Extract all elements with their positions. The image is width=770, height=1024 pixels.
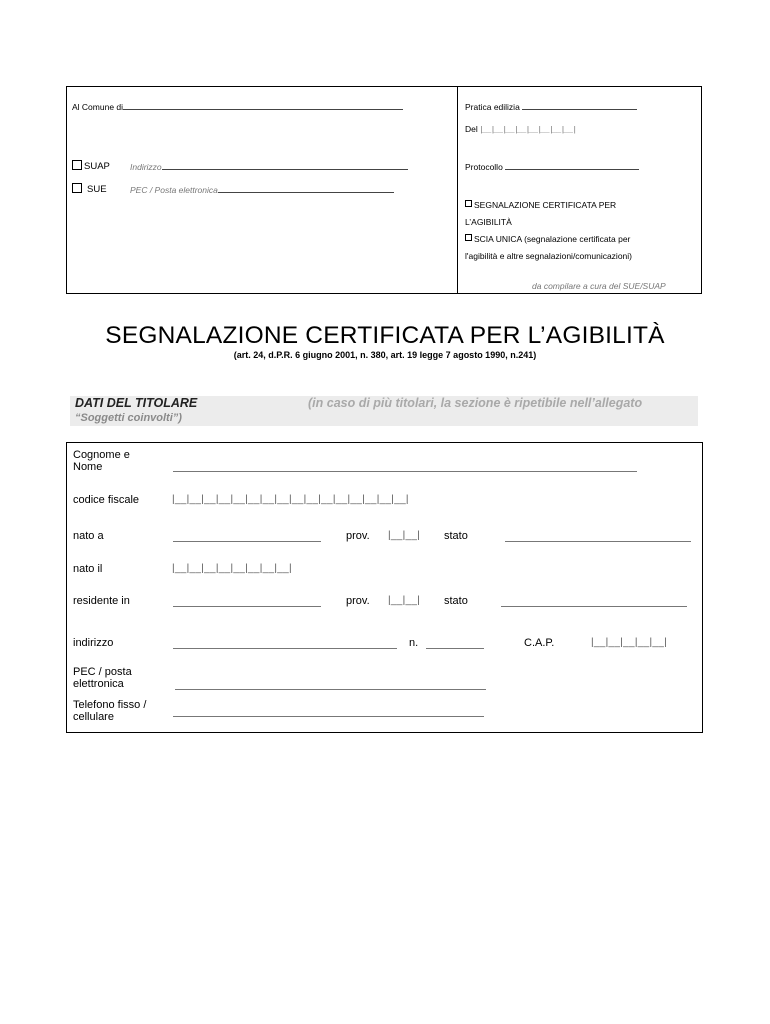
- option2-line2: l'agibilità e altre segnalazioni/comunicazioni): [465, 251, 632, 261]
- codice-fiscale-label: codice fiscale: [73, 494, 140, 506]
- page-subtitle: (art. 24, d.P.R. 6 giugno 2001, n. 380, art. 19 legge 7 agosto 1990, n.241): [233, 350, 537, 360]
- pec-label: [73, 666, 132, 690]
- protocollo-line[interactable]: [505, 161, 639, 170]
- section-title: DATI DEL TITOLARE: [75, 396, 198, 410]
- pratica-label: Pratica edilizia: [465, 102, 520, 112]
- option1-line2: L’AGIBILITÀ: [465, 217, 512, 227]
- pec-input[interactable]: [175, 689, 486, 690]
- del-field[interactable]: [465, 124, 576, 134]
- cognome-label-line2: Nome: [73, 461, 103, 473]
- residente-label: residente in: [73, 595, 130, 607]
- cognome-label: [73, 449, 130, 473]
- telefono-label-line2: cellulare: [73, 711, 114, 723]
- suap-checkbox[interactable]: [72, 160, 82, 170]
- comune-line[interactable]: [123, 101, 403, 110]
- numero-input[interactable]: [426, 648, 484, 649]
- stato-input[interactable]: [505, 541, 691, 542]
- telefono-label-line1: Telefono fisso /: [73, 699, 147, 711]
- nato-il-label: nato il: [73, 563, 103, 575]
- residenza-prov-label: prov.: [346, 595, 370, 607]
- codice-fiscale-boxes[interactable]: |__|__|__|__|__|__|__|__|__|__|__|__|__|__|__|__|: [172, 494, 409, 505]
- nato-il-boxes[interactable]: |__|__|__|__|__|__|__|__|: [172, 563, 292, 574]
- header-divider: [457, 86, 458, 294]
- pec-label-line2: elettronica: [73, 678, 124, 690]
- nato-a-input[interactable]: [173, 541, 321, 542]
- scia-unica-checkbox[interactable]: [465, 234, 472, 241]
- pratica-field[interactable]: [465, 101, 637, 112]
- option1-line1: SEGNALAZIONE CERTIFICATA PER: [474, 200, 617, 210]
- cognome-input[interactable]: [173, 471, 637, 472]
- residenza-prov-boxes[interactable]: |__|__|: [388, 595, 421, 606]
- indirizzo-input[interactable]: [173, 648, 397, 649]
- option-scia-unica[interactable]: [465, 234, 630, 244]
- sue-label: SUE: [87, 184, 107, 195]
- residente-input[interactable]: [173, 606, 321, 607]
- scia-agibilita-checkbox[interactable]: [465, 200, 472, 207]
- indirizzo-line[interactable]: [162, 161, 408, 170]
- telefono-label: [73, 699, 146, 723]
- suap-label: SUAP: [84, 161, 110, 172]
- prov-boxes[interactable]: |__|__|: [388, 530, 421, 541]
- option2-line1: SCIA UNICA (segnalazione certificata per: [474, 234, 631, 244]
- indirizzo-label-form: indirizzo: [73, 637, 114, 649]
- pratica-line[interactable]: [522, 101, 637, 110]
- del-label: Del: [465, 124, 478, 134]
- residenza-stato-label: stato: [444, 595, 468, 607]
- indirizzo-label: Indirizzo: [130, 162, 162, 172]
- pec-header-line[interactable]: [218, 184, 394, 193]
- suap-option[interactable]: [72, 160, 110, 172]
- pec-header-label: PEC / Posta elettronica: [130, 185, 218, 195]
- comune-label: Al Comune di: [72, 102, 124, 112]
- protocollo-field[interactable]: [465, 161, 639, 172]
- option-scia-agibilita[interactable]: [465, 200, 616, 210]
- section-note: (in caso di più titolari, la sezione è ripetibile nell’allegato: [308, 396, 643, 410]
- comune-field[interactable]: [72, 101, 403, 112]
- pec-label-line1: PEC / posta: [73, 666, 132, 678]
- sue-option[interactable]: [72, 183, 107, 195]
- sue-checkbox[interactable]: [72, 183, 82, 193]
- cap-label: C.A.P.: [524, 637, 555, 649]
- numero-label: n.: [409, 637, 419, 649]
- residenza-stato-input[interactable]: [501, 606, 687, 607]
- nato-a-label: nato a: [73, 530, 104, 542]
- cap-boxes[interactable]: |__|__|__|__|__|: [591, 637, 668, 648]
- page-title: SEGNALAZIONE CERTIFICATA PER L’AGIBILITÀ: [105, 322, 665, 349]
- section-note-cont: “Soggetti coinvolti”): [75, 412, 182, 424]
- indirizzo-field[interactable]: [130, 161, 408, 172]
- del-date-boxes[interactable]: |__|__|__|__|__|__|__|__|: [480, 124, 576, 134]
- footer-note: da compilare a cura del SUE/SUAP: [532, 281, 666, 291]
- telefono-input[interactable]: [173, 716, 484, 717]
- prov-label: prov.: [346, 530, 370, 542]
- pec-field[interactable]: [130, 184, 394, 195]
- cognome-label-line1: Cognome e: [73, 449, 130, 461]
- stato-label: stato: [444, 530, 468, 542]
- protocollo-label: Protocollo: [465, 162, 503, 172]
